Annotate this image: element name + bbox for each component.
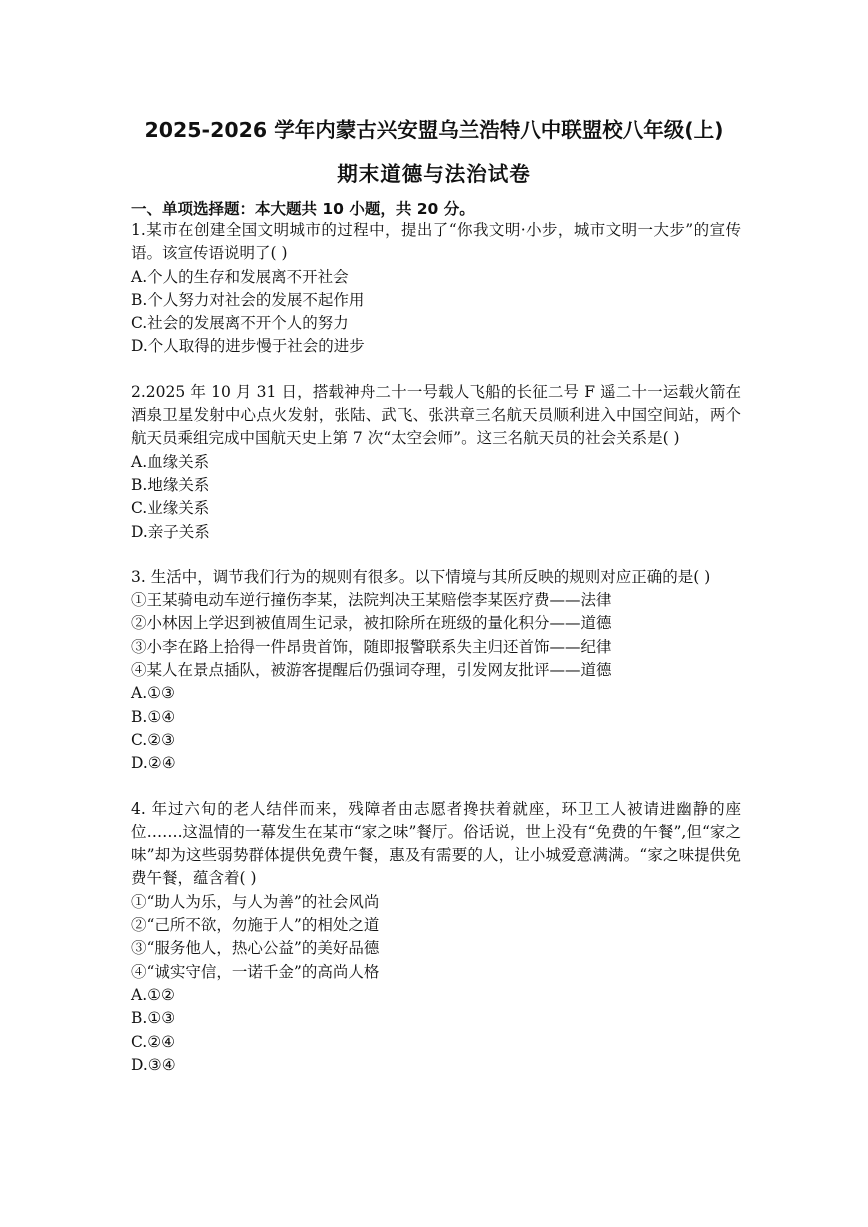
question-1 (131, 219, 741, 359)
option-b: B.地缘关系 (131, 475, 210, 494)
option-d: D.③④ (131, 1055, 176, 1074)
question-stem: 2.2025 年 10 月 31 日，搭载神舟二十一号载人飞船的长征二号 F 遥二十一运载火箭在酒泉卫星发射中心点火发射，张陆、武飞、张洪章三名航天员顺利进入中国空间站，两个航天员乘组完成中国航天史上第 7 次“太空会师”。这三名航天员的社会关系是( ) (131, 382, 741, 448)
question-stem: 3. 生活中，调节我们行为的规则有很多。以下情境与其所反映的规则对应正确的是( ) (131, 567, 711, 586)
exam-title-line1: 2025-2026 学年内蒙古兴安盟乌兰浩特八中联盟校八年级(上) (144, 118, 724, 142)
statement-3: ③小李在路上拾得一件昂贵首饰，随即报警联系失主归还首饰——纪律 (131, 637, 612, 656)
statement-4: ④某人在景点插队，被游客提醒后仍强词夺理，引发网友批评——道德 (131, 661, 612, 680)
statement-2: ②“己所不欲，勿施于人”的相处之道 (131, 916, 380, 935)
option-a: A.①② (131, 985, 175, 1004)
statement-1: ①“助人为乐，与人为善”的社会风尚 (131, 892, 380, 911)
question-4 (131, 798, 741, 1078)
statement-3: ③“服务他人，热心公益”的美好品德 (131, 939, 380, 958)
option-c: C.②④ (131, 1032, 176, 1051)
option-d: D.个人取得的进步慢于社会的进步 (131, 337, 365, 356)
option-a: A.血缘关系 (131, 452, 210, 471)
question-3 (131, 566, 741, 776)
statement-4: ④“诚实守信，一诺千金”的高尚人格 (131, 962, 380, 981)
option-b: B.个人努力对社会的发展不起作用 (131, 290, 365, 309)
option-c: C.社会的发展离不开个人的努力 (131, 314, 349, 333)
option-c: C.业缘关系 (131, 499, 210, 518)
exam-title-line2: 期末道德与法治试卷 (337, 162, 531, 186)
question-2 (131, 381, 741, 544)
option-a: A.①③ (131, 684, 175, 703)
statement-2: ②小林因上学迟到被值周生记录，被扣除所在班级的量化积分——道德 (131, 614, 612, 633)
option-b: B.①④ (131, 707, 176, 726)
statement-1: ①王某骑电动车逆行撞伤李某，法院判决王某赔偿李某医疗费——法律 (131, 591, 612, 610)
option-d: D.亲子关系 (131, 522, 210, 541)
question-list (131, 219, 741, 1099)
option-a: A.个人的生存和发展离不开社会 (131, 267, 349, 286)
section-heading: 一、单项选择题：本大题共 10 小题，共 20 分。 (131, 200, 475, 218)
option-d: D.②④ (131, 754, 176, 773)
option-b: B.①③ (131, 1009, 176, 1028)
question-stem: 4. 年过六旬的老人结伴而来，残障者由志愿者搀扶着就座，环卫工人被请进幽静的座位…….这温情的一幕发生在某市“家之味”餐厅。俗话说，世上没有“免费的午餐”,但“家之味”却为这些弱势群体提供免费午餐，惠及有需要的人，让小城爱意满满。“家之味提供免费午餐，蕴含着( ) (131, 799, 741, 888)
option-c: C.②③ (131, 730, 176, 749)
question-stem: 1.某市在创建全国文明城市的过程中，提出了“你我文明·小步，城市文明一大步”的宣传语。该宣传语说明了( ) (131, 221, 741, 263)
